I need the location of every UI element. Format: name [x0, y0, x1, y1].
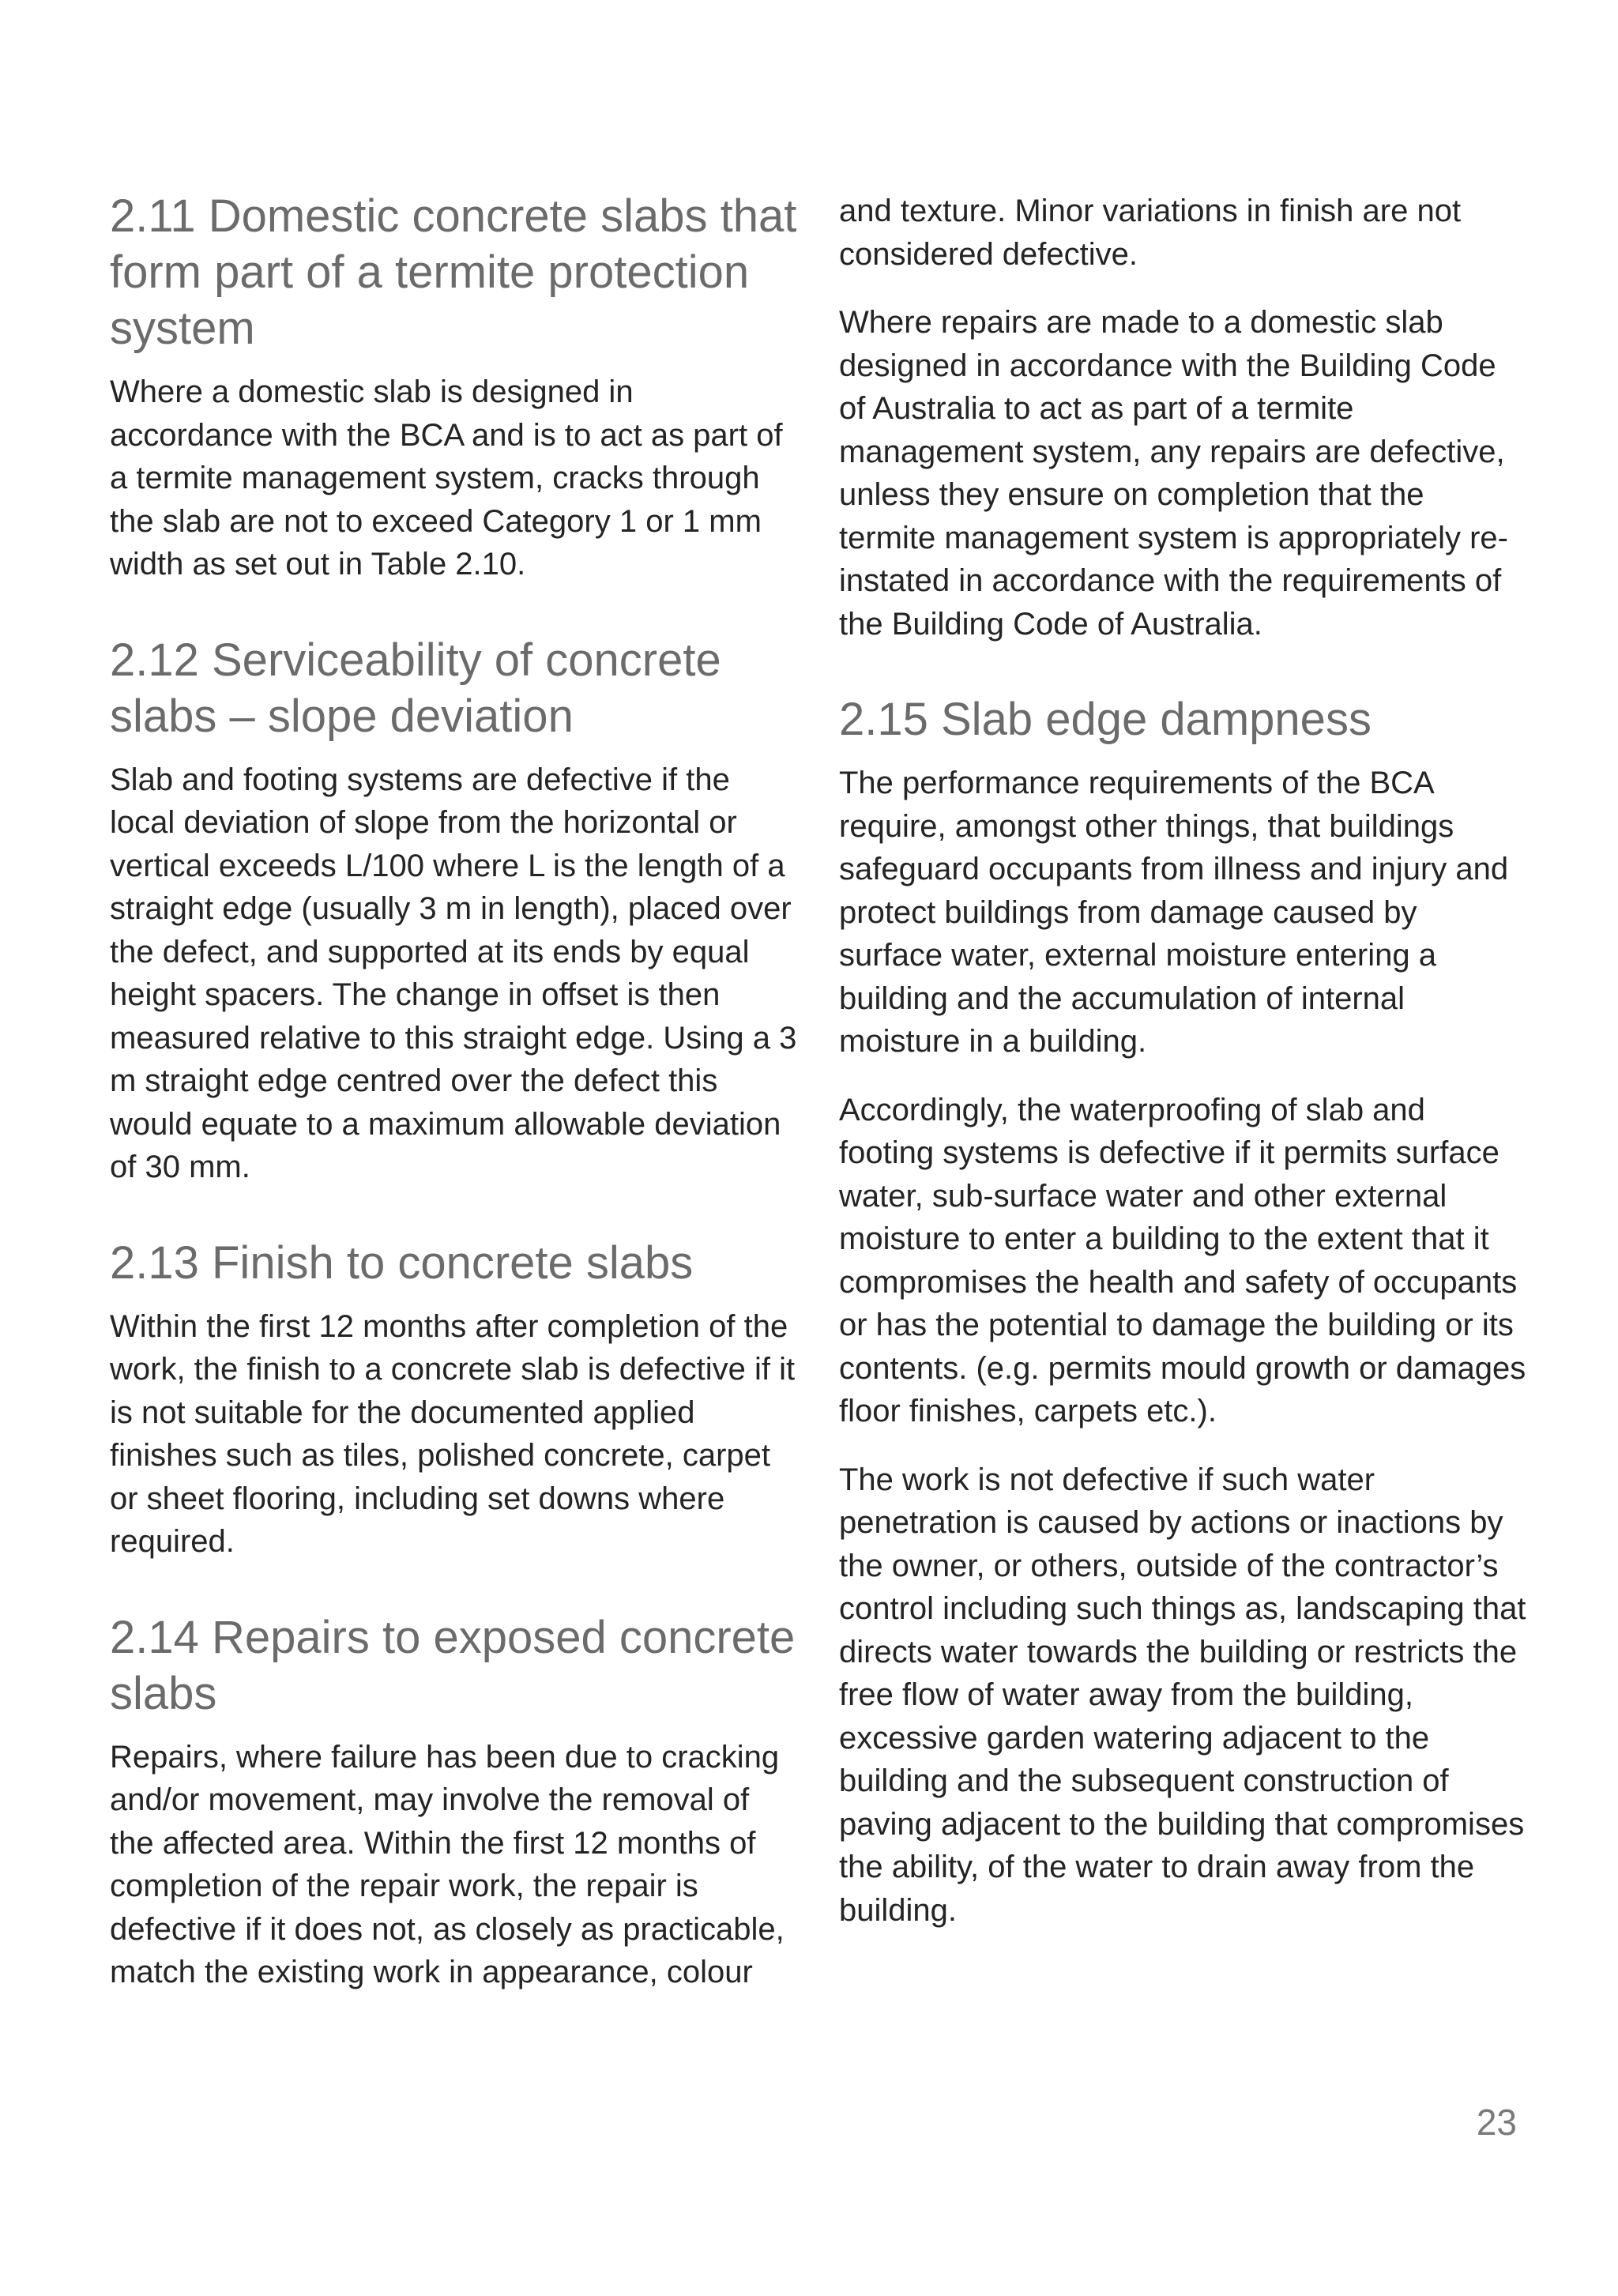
section-paragraph: The performance requirements of the BCA require, amongst other things, that buildings safeguard occupants from illness and injury and protect buildings from damage caused by surface water, external moisture entering a building and the accumulation of internal moisture in a building. [839, 766, 1509, 1059]
continued-paragraph: Where repairs are made to a domestic slab designed in accordance with the Building Code of Australia to act as part of a termite management system, any repairs are defective, unless they ensure on completion that the termite management system is appropriately re-instated in accordance with the requirements of the Building Code of Australia. [839, 305, 1508, 642]
section-paragraph: Slab and footing systems are defective if the local deviation of slope from the horizontal or vertical exceeds L/100 where L is the length of a straight edge (usually 3 m in length), placed over the defect, and supported at its ends by equal height spacers. The change in offset is then measured relative to this straight edge. Using a 3 m straight edge centred over the defect this would equate to a maximum allowable deviation of 30 mm. [110, 762, 797, 1184]
section-heading: 2.12 Serviceability of concrete slabs – slope deviation [110, 634, 721, 742]
left-column [110, 0, 797, 1994]
section-paragraph: Repairs, where failure has been due to cracking and/or movement, may involve the removal of the affected area. Within the first 12 months of completion of the repair work, the repair is defective if it does not, as closely as practicable, match the existing work in appearance, colour [110, 1739, 785, 1989]
section-2-15 [839, 691, 1526, 1932]
section-2-12 [110, 632, 797, 1189]
section-2-11 [110, 188, 797, 586]
section-paragraph: Where a domestic slab is designed in accordance with the BCA and is to act as part of a termite management system, cracks through the slab are not to exceed Category 1 or 1 mm width as set out in Table 2.10. [110, 375, 783, 582]
continued-paragraph: and texture. Minor variations in finish are not considered defective. [839, 194, 1462, 272]
section-2-14 [110, 1609, 797, 1994]
page-number: 23 [1476, 2102, 1517, 2143]
section-heading: 2.14 Repairs to exposed concrete slabs [110, 1611, 796, 1719]
right-column [839, 0, 1526, 1932]
section-paragraph: Accordingly, the waterproofing of slab and footing systems is defective if it permits surface water, sub-surface water and other external moisture to enter a building to the extent that it compromises the health and safety of occupants or has the potential to damage the building or its contents. (e.g. permits mould growth or damages floor finishes, carpets etc.). [839, 1092, 1526, 1428]
section-paragraph: Within the first 12 months after completion of the work, the finish to a concrete slab is defective if it is not suitable for the documented applied finishes such as tiles, polished concrete, carpet or sheet flooring, including set downs where required. [110, 1308, 796, 1559]
section-heading: 2.15 Slab edge dampness [839, 694, 1372, 745]
section-paragraph: The work is not defective if such water penetration is caused by actions or inactions by the owner, or others, outside of the contractor’s control including such things as, landscaping that directs water towards the building or restricts the free flow of water away from the building, excessive garden watering adjacent to the building and the subsequent construction of paving adjacent to the building that compromises the ability, of the water to drain away from the building. [839, 1462, 1526, 1928]
section-heading: 2.11 Domestic concrete slabs that form part of a termite protection system [110, 190, 797, 354]
section-heading: 2.13 Finish to concrete slabs [110, 1236, 694, 1289]
section-2-13 [110, 1235, 797, 1564]
